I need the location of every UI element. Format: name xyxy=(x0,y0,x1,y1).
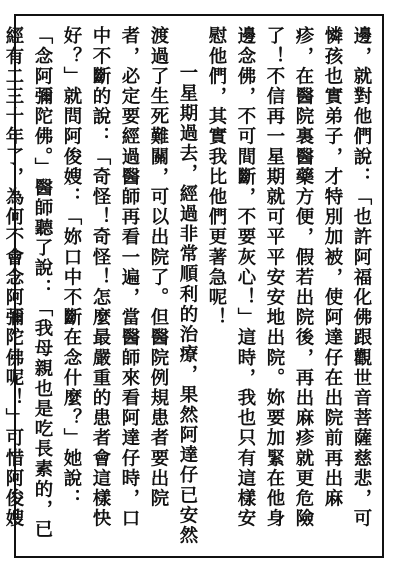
paragraph-2: 一星期過去，經過非常順利的治療，果然阿達仔已安然渡過了生死難關，可以出院了。但醫院例規患者要出院者，必定要經過醫師再看一遍，當醫師來看阿達仔時，口中不斷的說：「奇怪！奇怪！怎麼最嚴重的患者會這樣快好？」就問阿俊嫂：「妳口中不斷在念什麼？」她說：「念阿彌陀佛。」醫師聽了說：「我母親也是吃長素的，已經有二三十年了，為何不會念阿彌陀佛呢！」可惜阿俊嫂 xyxy=(3,26,198,546)
paragraph-1: 邊，就對他們說：「也許阿福化佛跟觀世音菩薩慈悲，可憐孩也實弟子，才特別加被，使阿達仔在出院前再出麻疹，在醫院裏醫藥方便，假若出院後，再出麻疹就更危險了！不信再一星期就可平平安安地出院。妳要加緊在他身邊念佛，不可間斷，不要灰心！」這時，我也只有這樣安慰他們，其實我比他們更著急呢！ xyxy=(206,26,372,529)
page-border xyxy=(3,14,384,558)
vertical-text-body xyxy=(3,26,376,548)
